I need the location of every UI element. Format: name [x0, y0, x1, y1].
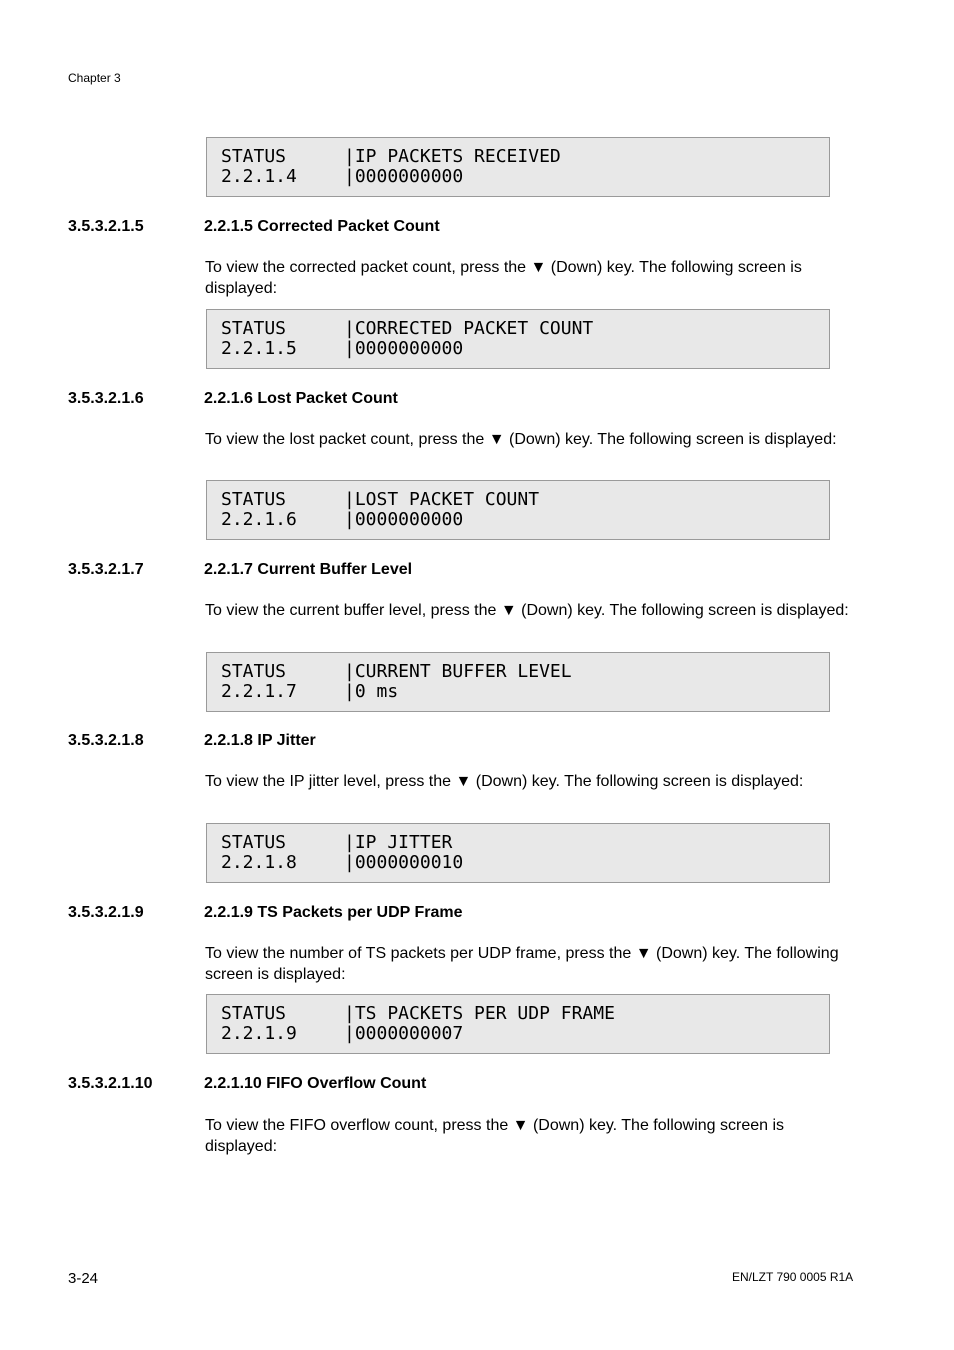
lcd-title: |CURRENT BUFFER LEVEL	[344, 661, 572, 682]
lcd-title: |LOST PACKET COUNT	[344, 489, 540, 510]
section-paragraph: To view the IP jitter level, press the ▼ (Down) key. The following screen is displayed:	[205, 773, 804, 790]
lcd-value: |0000000000	[344, 166, 464, 187]
lcd-menu-number: 2.2.1.7	[221, 681, 297, 702]
section-heading	[68, 218, 440, 236]
section-heading	[68, 390, 398, 408]
section-heading	[68, 561, 412, 579]
lcd-label: STATUS	[221, 146, 287, 167]
lcd-title: |IP PACKETS RECEIVED	[344, 146, 561, 167]
lcd-menu-number: 2.2.1.8	[221, 852, 297, 873]
section-paragraph: To view the corrected packet count, press the ▼ (Down) key. The following screen is displayed:	[205, 259, 802, 297]
section-title: 2.2.1.9 TS Packets per UDP Frame	[204, 904, 463, 921]
lcd-label: STATUS	[221, 661, 287, 682]
section-number: 3.5.3.2.1.8	[68, 732, 144, 749]
section-title: 2.2.1.6 Lost Packet Count	[204, 390, 398, 407]
lcd-screen-corrected-packet-count	[206, 309, 830, 369]
section-number: 3.5.3.2.1.10	[68, 1075, 153, 1092]
lcd-label: STATUS	[221, 489, 287, 510]
lcd-menu-number: 2.2.1.5	[221, 338, 297, 359]
lcd-value: |0000000000	[344, 338, 464, 359]
chapter-header: Chapter 3	[68, 71, 121, 85]
section-paragraph: To view the FIFO overflow count, press the ▼ (Down) key. The following screen is displayed:	[205, 1117, 785, 1155]
lcd-menu-number: 2.2.1.9	[221, 1023, 297, 1044]
section-number: 3.5.3.2.1.6	[68, 390, 144, 407]
lcd-title: |CORRECTED PACKET COUNT	[344, 318, 594, 339]
section-number: 3.5.3.2.1.9	[68, 904, 144, 921]
lcd-screen-lost-packet-count	[206, 480, 830, 540]
section-heading	[68, 904, 463, 922]
lcd-menu-number: 2.2.1.4	[221, 166, 297, 187]
section-number: 3.5.3.2.1.7	[68, 561, 144, 578]
lcd-value: |0000000000	[344, 509, 464, 530]
lcd-value: |0000000007	[344, 1023, 464, 1044]
lcd-screen-ts-packets-per-udp-frame	[206, 994, 830, 1054]
lcd-screen-ip-packets-received	[206, 137, 830, 197]
section-paragraph: To view the number of TS packets per UDP frame, press the ▼ (Down) key. The following screen is displayed:	[205, 945, 839, 983]
lcd-value: |0000000010	[344, 852, 464, 873]
lcd-screen-ip-jitter	[206, 823, 830, 883]
section-heading	[68, 732, 316, 750]
section-title: 2.2.1.8 IP Jitter	[204, 732, 316, 749]
page-number: 3-24	[68, 1270, 99, 1287]
document-id: EN/LZT 790 0005 R1A	[732, 1270, 854, 1284]
lcd-screen-current-buffer-level	[206, 652, 830, 712]
section-title: 2.2.1.10 FIFO Overflow Count	[204, 1075, 427, 1092]
section-title: 2.2.1.7 Current Buffer Level	[204, 561, 413, 578]
lcd-label: STATUS	[221, 832, 287, 853]
section-paragraph: To view the current buffer level, press the ▼ (Down) key. The following screen is displayed:	[205, 602, 849, 619]
lcd-value: |0 ms	[344, 681, 399, 702]
section-number: 3.5.3.2.1.5	[68, 218, 144, 235]
lcd-menu-number: 2.2.1.6	[221, 509, 297, 530]
lcd-title: |TS PACKETS PER UDP FRAME	[344, 1003, 615, 1024]
section-paragraph: To view the lost packet count, press the ▼ (Down) key. The following screen is displayed:	[205, 431, 837, 448]
lcd-label: STATUS	[221, 318, 287, 339]
section-title: 2.2.1.5 Corrected Packet Count	[204, 218, 440, 235]
section-heading	[68, 1075, 426, 1093]
lcd-title: |IP JITTER	[344, 832, 453, 853]
lcd-label: STATUS	[221, 1003, 287, 1024]
